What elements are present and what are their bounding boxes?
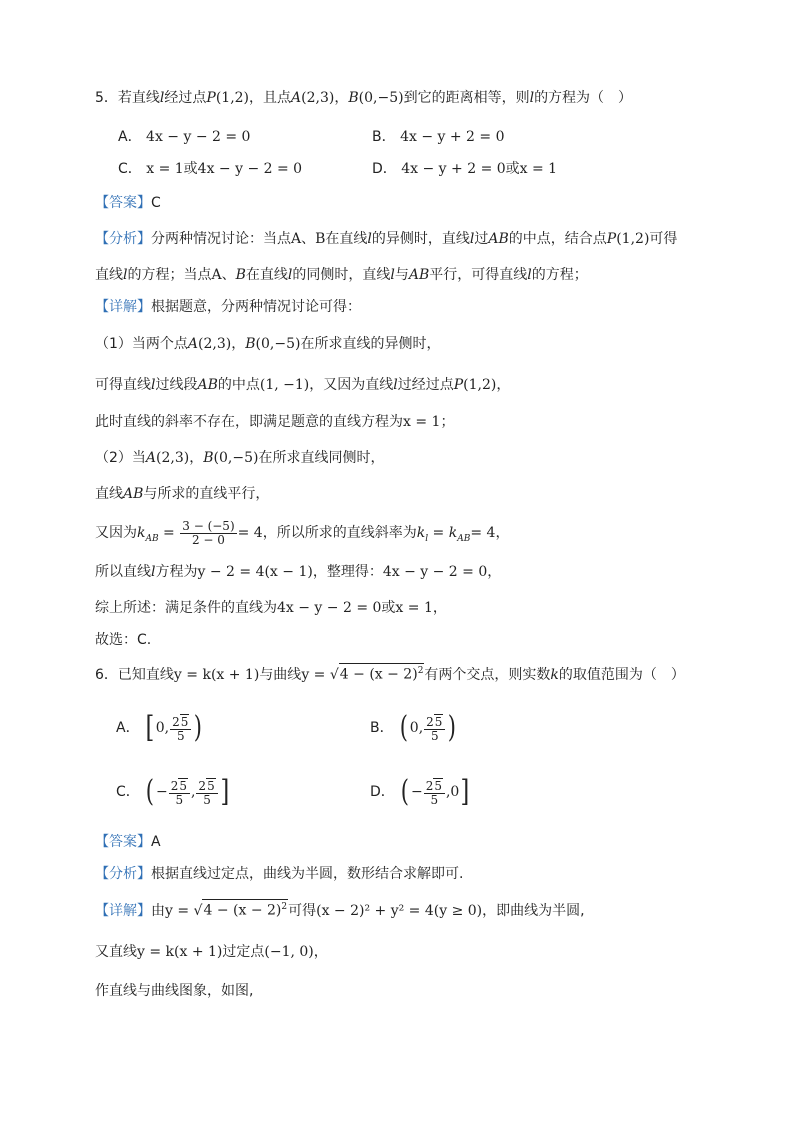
denominator: 5 (176, 728, 185, 743)
q5-analysis-line-1 (95, 229, 734, 249)
punct: , (190, 784, 196, 800)
midpoint-coord: (1, −1) (259, 377, 310, 393)
var-l: l (151, 377, 156, 393)
text: ， (496, 377, 511, 393)
point-P-coord: (1,2) (463, 377, 497, 393)
punct: , (445, 784, 451, 800)
q5-option-d (372, 159, 557, 179)
point-B: B (348, 90, 359, 106)
text: 根据直线过定点，曲线为半圆，数形结合求解即可. (151, 866, 464, 882)
point-A: A (145, 450, 157, 466)
var-l: l (393, 377, 398, 393)
denominator: 5 (430, 728, 439, 743)
fraction-numerator: 3 − (−5) (182, 518, 235, 533)
option-expr: x = 1 (146, 161, 184, 177)
text: 由 (151, 903, 165, 919)
coef: 2 (198, 778, 207, 793)
analysis-tag: 【分析】 (95, 866, 151, 882)
text: 与 (394, 267, 409, 283)
interval-lower (169, 778, 190, 807)
curve-radicand (339, 663, 425, 682)
curve-radicand (202, 899, 288, 918)
root-arg: 5 (179, 778, 187, 793)
fixed-point: (−1, 0) (264, 944, 314, 960)
text: 此时直线的斜率不存在，即满足题意的直线方程为 (95, 414, 403, 430)
circle-equation: (x − 2)² + y² = 4(y ≥ 0) (316, 903, 483, 919)
q6-stem-text: 有两个交点，则实数 (424, 667, 551, 683)
text: 与所求的直线平行， (143, 486, 270, 502)
text: 的方程；当点 (127, 267, 212, 283)
interval-lower: 0 (155, 720, 165, 736)
root-arg: 5 (434, 778, 442, 793)
punct: ， (334, 90, 349, 106)
text: 可得 (288, 903, 317, 919)
analysis-tag: 【分析】 (95, 231, 151, 247)
option-expr: x = 1 (519, 161, 558, 177)
text: 或 (381, 600, 396, 616)
option-expr: 4x − y − 2 = 0 (146, 129, 251, 145)
var-l: l (151, 564, 156, 580)
radicand-text: 4 − (x − 2) (203, 903, 282, 919)
answer-tag: 【答案】 (95, 834, 151, 850)
subscript: AB (457, 533, 471, 544)
text: ， (495, 525, 510, 541)
text: 的异侧时，直线 (371, 231, 470, 247)
var-k: k (137, 525, 146, 541)
var-k: k (448, 525, 458, 541)
q5-option-b (372, 127, 504, 147)
q5-case2-line-2 (95, 484, 734, 504)
interval-upper (170, 714, 191, 743)
coef: 2 (426, 714, 434, 729)
q5-detail-intro (95, 297, 734, 317)
text: 的中点，结合点 (508, 231, 607, 247)
text: 直线 (95, 486, 123, 502)
q6-answer (95, 832, 734, 852)
interval-upper (196, 778, 217, 807)
point-B: B (203, 450, 214, 466)
q6-option-c: C． ( − $\frac{25}{5}$ , $\frac{25}{5}$ ] (116, 774, 229, 809)
point-P: P (453, 377, 464, 393)
coef: 2 (172, 714, 180, 729)
q6-stem-text: 与曲线 (259, 667, 302, 683)
point-A: A (211, 267, 222, 283)
point-B-coord: (0,−5) (213, 450, 259, 466)
text: （2）当 (95, 450, 146, 466)
point-B-coord: (0,−5) (358, 90, 404, 106)
text: 、 (301, 231, 316, 247)
q5-case1-line-2 (95, 375, 734, 395)
text: 可得 (649, 231, 678, 247)
root-arg: 5 (434, 714, 443, 729)
minus-sign: − (410, 784, 423, 800)
point-P-coord: (1,2) (215, 90, 250, 106)
q5-option-c (118, 159, 302, 179)
q6-detail-line-2 (95, 942, 734, 962)
text: 在所求直线的异侧时， (300, 336, 441, 352)
q6-detail-line-3 (95, 981, 734, 1001)
text: ， (313, 944, 328, 960)
text: 根据题意，分两种情况讨论可得： (151, 299, 361, 315)
option-label: C． (118, 161, 142, 177)
answer-tag: 【答案】 (95, 195, 151, 211)
text: ，所以所求的直线斜率为 (262, 525, 417, 541)
q6-stem-text: 的取值范围为（ ） (558, 667, 685, 683)
radicand-text: 4 − (x − 2) (339, 667, 418, 683)
option-label: A． (116, 720, 140, 736)
var-l: l (527, 267, 532, 283)
var-l: l (367, 231, 372, 247)
text: 作直线与曲线图象，如图, (95, 983, 254, 999)
root-arg: 5 (180, 714, 189, 729)
denominator: 5 (430, 792, 439, 807)
curve-lhs: y = (165, 903, 194, 919)
interval-upper (424, 714, 445, 743)
equation: y − 2 = 4(x − 1) (197, 564, 313, 580)
text: 直线 (95, 267, 123, 283)
text: ， (432, 600, 447, 616)
segment-AB: AB (408, 267, 430, 283)
option-expr: 4x − y + 2 = 0 (401, 161, 506, 177)
text: 方程为 (155, 564, 198, 580)
equation: = 4 (470, 525, 496, 541)
text: 过经过点 (397, 377, 454, 393)
var-l: l (287, 267, 293, 283)
point-A: A (291, 231, 302, 247)
point-B: B (315, 231, 326, 247)
answer-value: A (151, 834, 161, 850)
interval-lower: 0 (409, 720, 419, 736)
point-P-coord: (1,2) (616, 231, 650, 247)
text: 过定点 (222, 944, 265, 960)
q6-stem: 6．已知直线y = k(x + 1)与曲线$y = √4 - (x - 2)^2$有两个交点，则实数k的取值范围为（ ） (95, 662, 734, 688)
line-equation: y = k(x + 1) (173, 667, 260, 683)
option-label: B． (372, 129, 396, 145)
q5-stem-text: 的方程为（ ） (534, 90, 633, 106)
text: ，整理得： (312, 564, 383, 580)
fraction-denominator: 2 − 0 (191, 532, 225, 547)
q5-stem-text: 经过点 (164, 90, 207, 106)
equation: x = 1 (395, 600, 433, 616)
q5-case2-line-4 (95, 562, 734, 582)
equation: x = 1 (403, 414, 441, 430)
segment-AB: AB (488, 231, 509, 247)
answer-value: C (151, 195, 161, 211)
option-or: 或 (183, 161, 198, 177)
var-l: l (159, 90, 165, 106)
point-A-coord: (2,3) (301, 90, 335, 106)
point-A: A (187, 336, 199, 352)
interval-lower (424, 778, 445, 807)
text: 、 (221, 267, 236, 283)
q6-option-a: A． [0, $\frac{25}{5}$ ) (116, 710, 203, 745)
var-k: k (550, 667, 559, 683)
option-label: B． (370, 720, 394, 736)
detail-tag: 【详解】 (95, 299, 151, 315)
q6-stem-text: 6．已知直线 (95, 667, 174, 683)
equation: 4x − y − 2 = 0 (382, 564, 488, 580)
text: ，又因为直线 (309, 377, 394, 393)
text: 分两种情况讨论：当点 (151, 231, 291, 247)
point-B-coord: (0,−5) (255, 336, 301, 352)
q5-case1-line-3 (95, 412, 734, 432)
text: 的同侧时，直线 (292, 267, 391, 283)
text: 过线段 (155, 377, 198, 393)
point-P: P (206, 90, 216, 106)
interval-upper: 0 (450, 784, 460, 800)
text: 在所求直线同侧时， (258, 450, 385, 466)
q6-analysis (95, 864, 734, 884)
exponent: 2 (417, 666, 424, 677)
q5-stem-text: 5．若直线 (95, 90, 160, 106)
subscript: AB (145, 533, 159, 544)
option-label: A． (118, 129, 142, 145)
coef: 2 (425, 778, 434, 793)
point-A-coord: (2,3) (198, 336, 232, 352)
equation: 4x − y − 2 = 0 (277, 600, 382, 616)
var-l: l (529, 90, 535, 106)
option-expr: 4x − y − 2 = 0 (197, 161, 303, 177)
q5-option-a (118, 127, 250, 147)
exponent: 2 (281, 902, 288, 913)
slope-fraction (180, 520, 236, 547)
option-label: C． (116, 784, 140, 800)
option-label: D． (370, 784, 395, 800)
point-A-coord: (2,3) (156, 450, 190, 466)
text: 可得直线 (95, 377, 151, 393)
text: 所以直线 (95, 564, 151, 580)
q5-analysis-line-2 (95, 265, 734, 285)
text: （1）当两个点 (95, 336, 188, 352)
punct: ， (231, 336, 246, 352)
var-l: l (469, 231, 475, 247)
q5-stem-text: 到它的距离相等，则 (403, 90, 530, 106)
text: 的中点 (217, 377, 260, 393)
segment-AB: AB (123, 486, 144, 502)
option-or: 或 (505, 161, 520, 177)
q6-detail-line-1: 【详解】由$y = √4 - (x - 2)^2$可得(x − 2)² + y² = 4(y ≥ 0)，即曲线为半圆, (95, 898, 734, 924)
var-l: l (390, 267, 395, 283)
text: ； (440, 414, 455, 430)
text: 的方程； (531, 267, 588, 283)
detail-tag: 【详解】 (95, 903, 151, 919)
text: 平行，可得直线 (429, 267, 528, 283)
option-label: D． (372, 161, 397, 177)
q6-option-d: D． ( − $\frac{25}{5}$ ,0] (370, 774, 470, 809)
q5-case2-line-1 (95, 448, 734, 468)
point-B: B (245, 336, 256, 352)
punct: , (418, 720, 424, 736)
q6-option-b: B． ( 0, $\frac{25}{5}$ ) (370, 710, 457, 745)
point-B: B (235, 267, 246, 283)
q5-case1-line-1 (95, 334, 734, 354)
punct: , (164, 720, 170, 736)
q5-answer (95, 193, 734, 213)
point-P: P (606, 231, 617, 247)
q5-stem (95, 88, 734, 108)
text: 又因为 (95, 525, 137, 541)
text: 过 (474, 231, 489, 247)
text: 又直线 (95, 944, 137, 960)
var-k: k (416, 525, 426, 541)
text: ， (487, 564, 502, 580)
coef: 2 (170, 778, 179, 793)
var-l: l (123, 267, 128, 283)
q5-stem-text: ，且点 (249, 90, 292, 106)
equation: = 4 (237, 525, 263, 541)
line-equation: y = k(x + 1) (137, 944, 223, 960)
punct: ， (189, 450, 204, 466)
root-arg: 5 (207, 778, 215, 793)
text: 故选：C. (95, 632, 152, 648)
subscript: l (425, 533, 429, 544)
q5-choose (95, 630, 734, 650)
segment-AB: AB (197, 377, 218, 393)
text: 在直线 (245, 267, 288, 283)
text: 综上所述：满足条件的直线为 (95, 600, 277, 616)
q5-summary (95, 598, 734, 618)
q5-case2-line-3: 又因为$k_{AB}$ = $\frac{3 - (-5)}{2 - 0}$ = 4，所以所求的直线斜率为$k_l = k_{AB}= 4$， (95, 518, 510, 547)
point-A: A (291, 90, 302, 106)
curve-lhs: y = (301, 667, 330, 683)
denominator: 5 (203, 792, 211, 807)
minus-sign: − (155, 784, 168, 800)
option-expr: 4x − y + 2 = 0 (400, 129, 505, 145)
denominator: 5 (175, 792, 184, 807)
text: 在直线 (325, 231, 368, 247)
text: ，即曲线为半圆, (482, 903, 585, 919)
